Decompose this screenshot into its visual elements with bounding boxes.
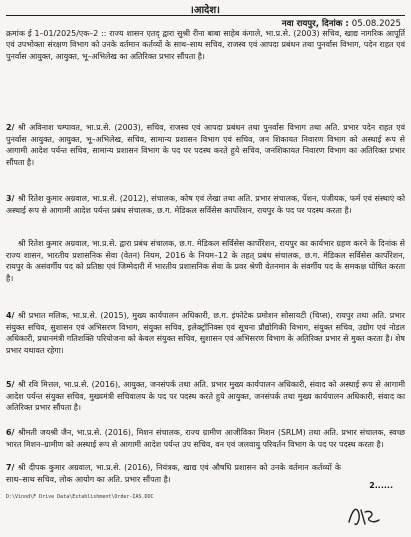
paragraph-text: श्रीमती जयश्री जैन, भा.प्र.से. (2016), मिशन संचालक, राज्य ग्रामीण आजीविका मिशन (SRLM) तथा अति. प्रभार संचालक, स्वच्छ भारत मिशन–ग्रामीण को अस्थाई रूप से आगामी आदेश पर्यन्त उप सचिव, वन एवं जलवायु परिवर्तन विभाग के पद पर पदस्थ करता है। [6,428,405,449]
paragraph-number: 7/ [6,463,15,472]
paragraph-2 [6,122,405,168]
paragraph-text: श्री रितेश कुमार अग्रवाल, भा.प्र.से. (2012), संचालक, कोष एवं लेखा तथा अति. प्रभार संचालक, पेंशन, पंजीयक, फर्म एवं संस्थाएं को अस्थाई रूप से आगामी आदेश पर्यन्त प्रबंध संचालक, छ.ग. मेडिकल सर्विसेस कार्पोरेशन, रायपुर के पद पर पदस्थ करता है। [6,194,405,215]
paragraph-text: श्री प्रभात मलिक, भा.प्र.से. (2015), मुख्य कार्यपालन अधिकारी, छ.ग. इंफोटेक प्रमोशन सोसायटी (चिप्स), रायपुर तथा अति. प्रभार संयुक्त सचिव, सुशासन एवं अभिसरण विभाग, संयुक्त सचिव, इलेक्ट्रॉनिक्स एवं सूचना प्रौद्योगिकी विभाग, संयुक्त सचिव, उद्योग एवं नोडल अधिकारी, प्रधानमंत्री गतिशक्ति परियोजना को केवल संयुक्त सचिव, सुशासन एवं अभिसरण विभाग के अतिरिक्त प्रभार से मुक्त करता है। शेष प्रभार यथावत रहेगा। [6,311,405,355]
paragraph-text: श्री रितेश कुमार अग्रवाल, भा.प्र.से. द्वारा प्रबंध संचालक, छ.ग. मेडिकल सर्विसेस कार्पोरेशन, रायपुर का कार्यभार ग्रहण करने के दिनांक से राज्य शासन, भारतीय प्रशासनिक सेवा (वेतन) नियम, 2016 के नियम–12 के तहत् प्रबंध संचालक, छ.ग. मेडिकल सर्विसेस कार्पोरेशन, रायपुर के असंवर्गीय पद को प्रतिष्ठा एवं जिम्मेदारी में भारतीय प्रशासनिक सेवा के प्रवर श्रेणी वेतनमान के संवर्गीय पद के समकक्ष घोषित करता है। [6,239,405,283]
paragraph-text: श्री दीपक कुमार अग्रवाल, भा.प्र.से. (2016), नियंत्रक, खाद्य एवं औषधि प्रशासन को उनके वर्तमान कर्तव्यों के साथ–साथ सचिव, लोक आयोग का अति. प्रभार सौंपता है। [6,463,341,484]
paragraph-number: 3/ [6,194,15,203]
paragraph-text: श्री अविनाश चम्पावत, भा.प्र.से. (2003), सचिव, राजस्व एवं आपदा प्रबंधन तथा पुनर्वास विभाग तथा अति. प्रभार पदेन राहत एवं पुनर्वास आयुक्त, आयुक्त, भू–अभिलेख, सचिव, सामान्य प्रशासन विभाग एवं सचिव, जन शिकायत निवारण विभाग को अस्थाई रूप से आगामी आदेश पर्यन्त सचिव, सामान्य प्रशासन विभाग के पद पर पदस्थ करते हुये सचिव, जनशिकायत निवारण विभाग का अतिरिक्त प्रभार सौंपता है। [6,123,405,167]
document-title: ।आदेश। [190,5,220,16]
paragraph-number: 5/ [6,380,15,389]
paragraph-5 [6,379,405,414]
paragraph-number: 4/ [6,311,15,320]
paragraph-text: श्री रवि मित्तल, भा.प्र.से. (2016), आयुक्त, जनसंपर्क तथा अति. प्रभार मुख्य कार्यपालन अधिकारी, संवाद को अस्थाई रूप से आगामी आदेश पर्यन्त संयुक्त सचिव, मुख्यमंत्री सचिवालय के पद पर पदस्थ करते हुये आयुक्त, जनसंपर्क तथा मुख्य कार्यपालन अधिकारी, संवाद का अतिरिक्त प्रभार सौंपता है। [6,380,405,413]
paragraph-number: 2/ [6,123,15,132]
order-date: 05.08.2025 [351,19,401,29]
order-reference-paragraph: क्रमांक ई 1–01/2025/एक–2 :: राज्य शासन एतद् द्वारा सुश्री रीना बाबा साहेब कंगाले, भा.प्र.से. (2003) सचिव, खाद्य नागरिक आपूर्ति एवं उपभोक्ता संरक्षण विभाग को उनके वर्तमान कर्तव्यों के साथ–साथ सचिव, राजस्व एवं आपदा प्रबंधन तथा पुनर्वास विभाग, पदेन राहत एवं पुनर्वास आयुक्त, आयुक्त, भू–अभिलेख का अतिरिक्त प्रभार सौंपता है। [6,29,405,61]
paragraph-number: 6/ [6,428,15,437]
paragraph-4 [6,310,405,356]
signature-scribble [343,500,383,530]
header-divider [6,15,405,16]
paragraph-7 [6,462,341,485]
paragraph-3-continuation [6,238,405,284]
paragraph-6 [6,427,405,450]
file-path: D:\Vinod\F Drive Data\Establishment\Order-IAS.DOC [6,494,154,500]
place-date-label: नवा रायपुर, दिनांक : [281,19,349,29]
signature-mark [343,500,383,534]
page-continuation: 2...... [369,481,393,490]
paragraph-3 [6,193,405,216]
